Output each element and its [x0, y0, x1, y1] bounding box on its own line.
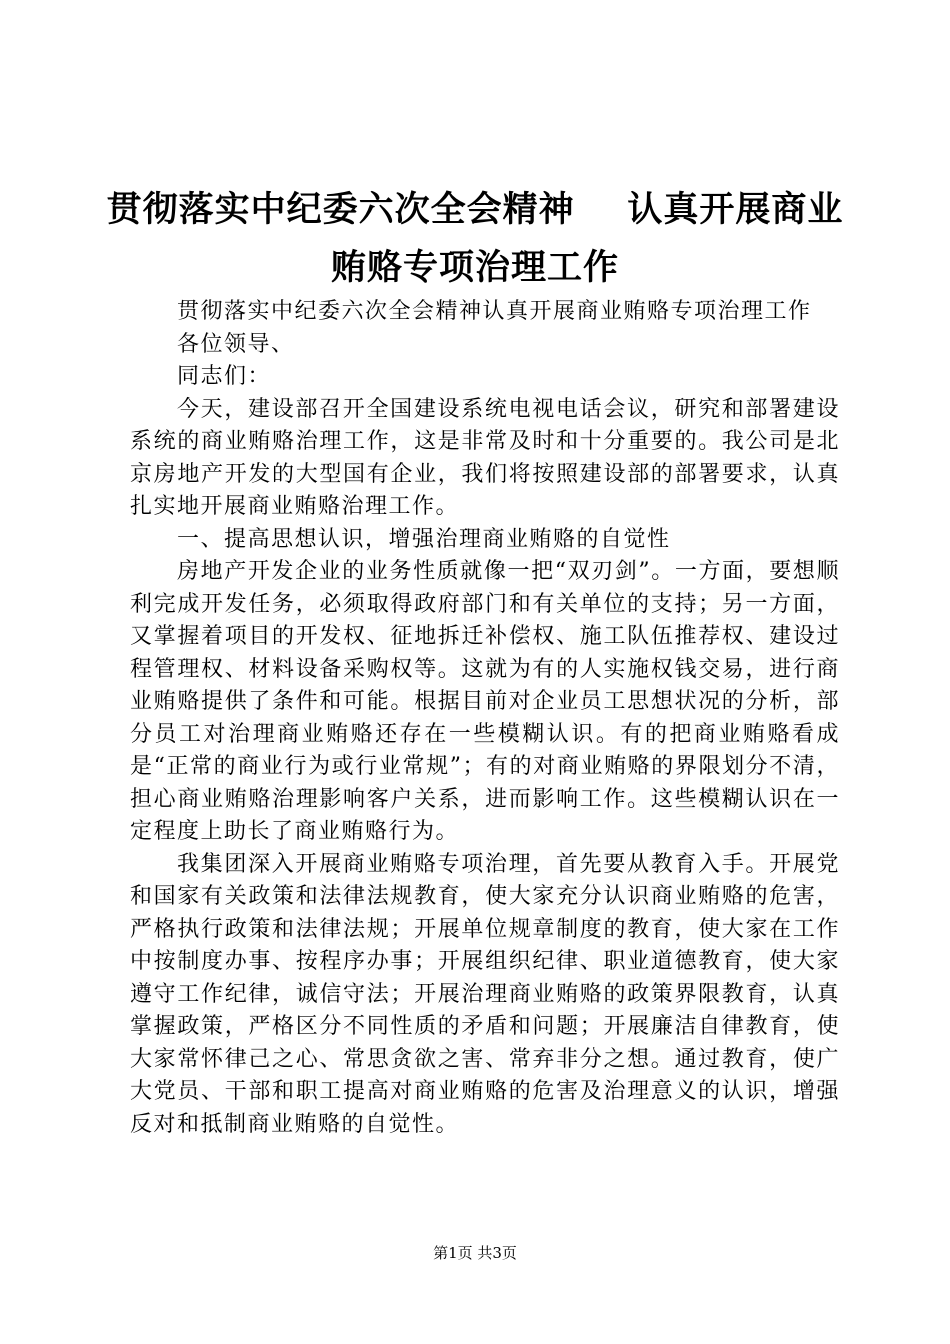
- document-title-line1: 贯彻落实中纪委六次全会精神 认真开展商业: [106, 190, 844, 230]
- page-footer: 第1页 共3页: [433, 1244, 517, 1262]
- section-heading-1: 一、提高思想认识，增强治理商业贿赂的自觉性: [177, 526, 671, 552]
- paragraph-body-2: 我集团深入开展商业贿赂专项治理，首先要从教育入手。开展党和国家有关政策和法律法规教育，使大家充分认识商业贿赂的危害，严格执行政策和法律法规；开展单位规章制度的教育，使大家在工作中按制度办事、按程序办事；开展组织纪律、职业道德教育，使大家遵守工作纪律，诚信守法；开展治理商业贿赂的政策界限教育，认真掌握政策，严格区分不同性质的矛盾和问题；开展廉洁自律教育，使大家常怀律己之心、常思贪欲之害、常弃非分之想。通过教育，使广大党员、干部和职工提高对商业贿赂的危害及治理意义的认识，增强反对和抵制商业贿赂的自觉性。: [130, 851, 840, 1137]
- paragraph-subtitle: 贯彻落实中纪委六次全会精神认真开展商业贿赂专项治理工作: [177, 299, 812, 324]
- paragraph-body-1: 房地产开发企业的业务性质就像一把“双刃剑”。一方面，要想顺利完成开发任务，必须取得政府部门和有关单位的支持；另一方面，又掌握着项目的开发权、征地拆迁补偿权、施工队伍推荐权、建设过程管理权、材料设备采购权等。这就为有的人实施权钱交易，进行商业贿赂提供了条件和可能。根据目前对企业员工思想状况的分析，部分员工对治理商业贿赂还存在一些模糊认识。有的把商业贿赂看成是“正常的商业行为或行业常规”；有的对商业贿赂的界限划分不清，担心商业贿赂治理影响客户关系，进而影响工作。这些模糊认识在一定程度上助长了商业贿赂行为。: [130, 559, 840, 844]
- paragraph-intro: 今天，建设部召开全国建设系统电视电话会议，研究和部署建设系统的商业贿赂治理工作，这是非常及时和十分重要的。我公司是北京房地产开发的大型国有企业，我们将按照建设部的部署要求，认真扎实地开展商业贿赂治理工作。: [130, 396, 840, 519]
- paragraph-salutation-comrades: 同志们：: [177, 364, 272, 389]
- paragraph-salutation-leaders: 各位领导、: [177, 331, 295, 357]
- document-body: [130, 296, 840, 1141]
- document-title-line2: 贿赂专项治理工作: [330, 248, 619, 288]
